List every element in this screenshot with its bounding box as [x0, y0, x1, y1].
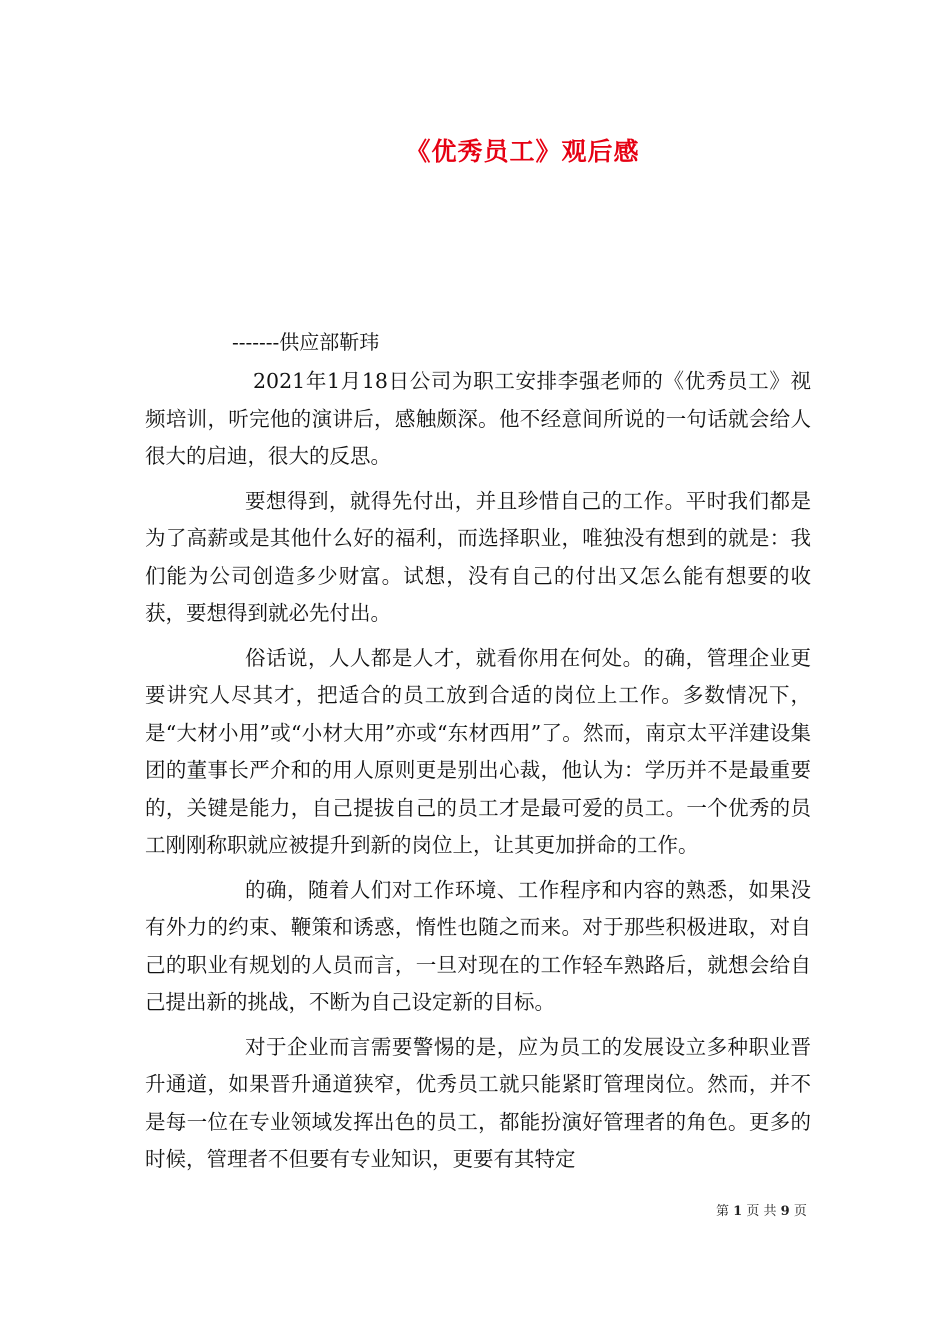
paragraph-1: 2021年1月18日公司为职工安排李强老师的《优秀员工》视频培训，听完他的演讲后，感触颇深。他不经意间所说的一句话就会给人很大的启迪，很大的反思。	[145, 369, 811, 468]
document-title: 《优秀员工》观后感	[405, 137, 640, 166]
page-number-footer	[716, 1200, 807, 1219]
footer-prefix: 第	[716, 1204, 730, 1219]
footer-middle: 页 共	[746, 1204, 777, 1219]
footer-total-pages: 9	[780, 1204, 790, 1219]
paragraph-4: 的确，随着人们对工作环境、工作程序和内容的熟悉，如果没有外力的约束、鞭策和诱惑，惰性也随之而来。对于那些积极进取，对自己的职业有规划的人员而言，一旦对现在的工作轻车熟路后，就想会给自己提出新的挑战，不断为自己设定新的目标。	[145, 877, 811, 1014]
author-line: -------供应部靳玮	[232, 330, 380, 354]
paragraph-5: 对于企业而言需要警惕的是，应为员工的发展设立多种职业晋升通道，如果晋升通道狭窄，优秀员工就只能紧盯管理岗位。然而，并不是每一位在专业领域发挥出色的员工，都能扮演好管理者的角色。更多的时候，管理者不但要有专业知识，更要有其特定	[145, 1034, 811, 1171]
footer-current-page: 1	[733, 1204, 743, 1219]
paragraph-3: 俗话说，人人都是人才，就看你用在何处。的确，管理企业更要讲究人尽其才，把适合的员工放到合适的岗位上工作。多数情况下，是“大材小用”或“小材大用”亦或“东材西用”了。然而，南京太平洋建设集团的董事长严介和的用人原则更是别出心裁，他认为：学历并不是最重要的，关键是能力，自己提拔自己的员工才是最可爱的员工。一个优秀的员工刚刚称职就应被提升到新的岗位上，让其更加拼命的工作。	[145, 645, 811, 857]
document-body	[145, 363, 811, 1186]
paragraph-2: 要想得到，就得先付出，并且珍惜自己的工作。平时我们都是为了高薪或是其他什么好的福利，而选择职业，唯独没有想到的就是：我们能为公司创造多少财富。试想，没有自己的付出又怎么能有想要的收获，要想得到就必先付出。	[145, 488, 811, 625]
footer-suffix: 页	[793, 1204, 807, 1219]
